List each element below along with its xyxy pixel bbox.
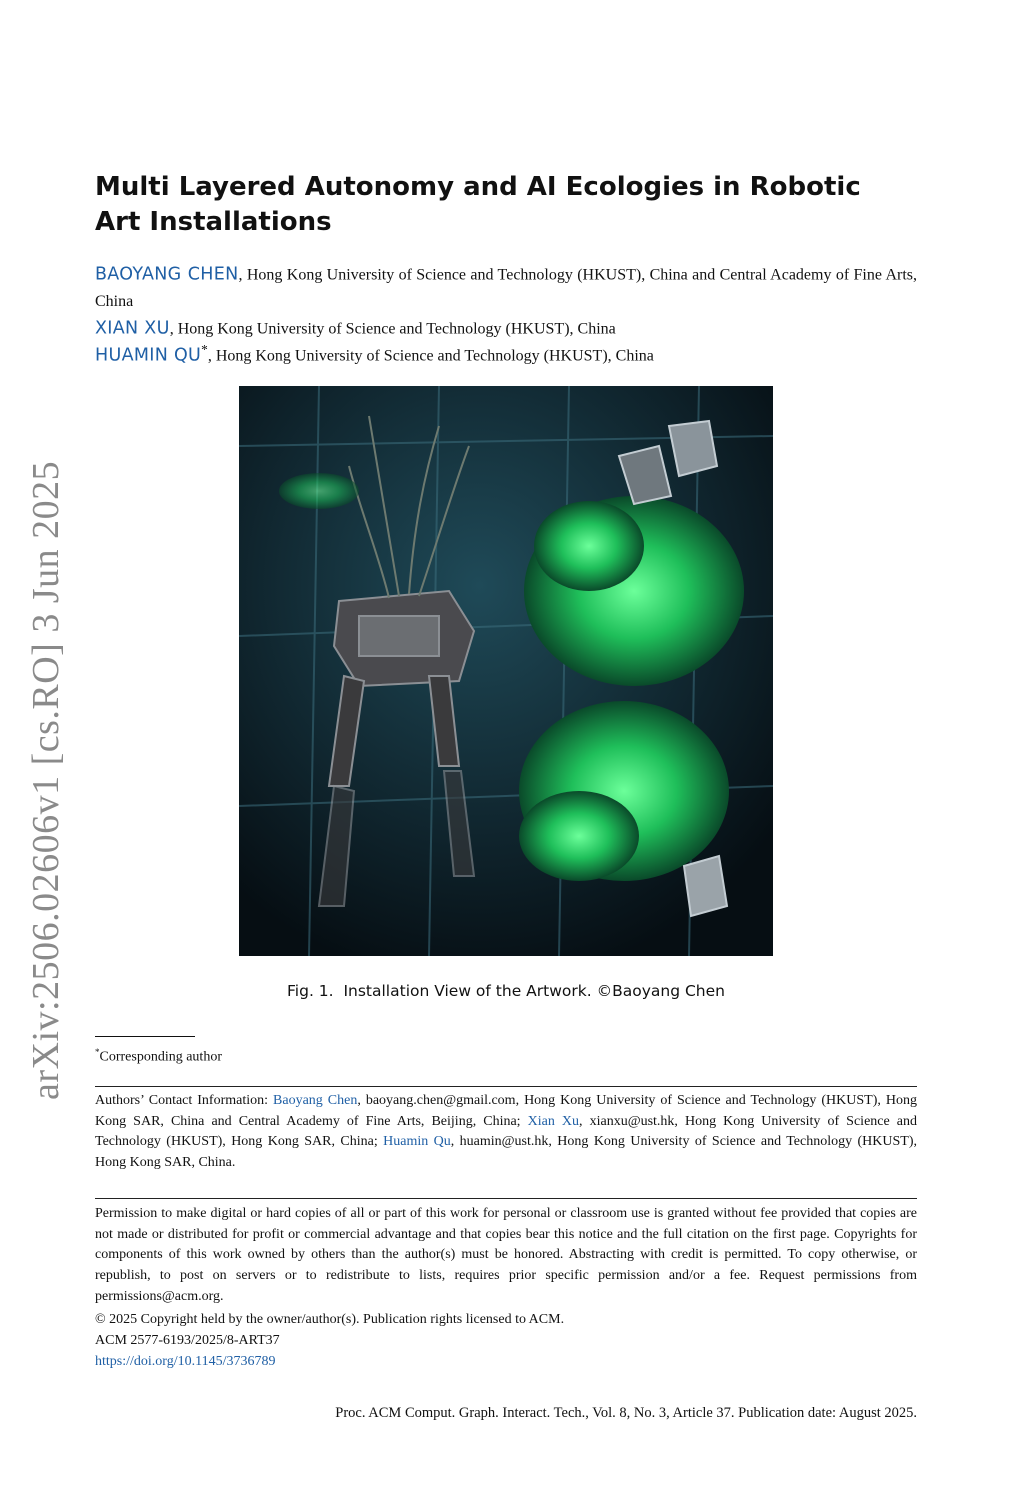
author-line [95,336,917,369]
permission-notice: Permission to make digital or hard copies of all or part of this work for personal or classroom use is granted without fee provided that copies are not made or distributed for profit or commercial advantage and that copies bear this notice and the full citation on the first page. Copyrights for components of this work owned by others than the author(s) must be honored. Abstracting with credit is permitted. To copy otherwise, or republish, to post on servers or to redistribute to lists, requires prior specific permission and/or a fee. Request permissions from permissions@acm.org. [95,1206,917,1304]
copyright-line: © 2025 Copyright held by the owner/author(s). Publication rights licensed to ACM. [95,1312,565,1327]
author-line [95,255,917,315]
contact-details-1: , baoyang.chen@gmail.com, Hong Kong University of Science and Technology (HKUST), Hong Kong SAR, China and Central Academy of Fine Arts, Beijing, China; [95,1093,917,1129]
author-affiliation: , Hong Kong University of Science and Technology (HKUST), China and Central Academy of Fine Arts, China [95,266,918,311]
author-name[interactable]: HUAMIN QU [95,345,202,366]
author-link-1[interactable]: Baoyang Chen [273,1093,358,1108]
contact-divider [95,1086,917,1087]
acm-identifier: ACM 2577-6193/2025/8-ART37 [95,1333,280,1348]
footnote-text: Corresponding author [99,1049,222,1065]
figure-label: Fig. 1. [287,982,334,1000]
doi-link[interactable]: https://doi.org/10.1145/3736789 [95,1354,276,1369]
author-affiliation: , Hong Kong University of Science and Technology (HKUST), China [207,347,654,365]
author-link-2[interactable]: Xian Xu [527,1113,580,1129]
author-name[interactable]: XIAN XU [95,318,170,339]
corresponding-author-marker: * [201,342,208,357]
contact-details-3: , huamin@ust.hk, Hong Kong University of Science and Technology (HKUST), Hong Kong SAR, China. [95,1134,918,1171]
contact-details-2: , xianxu@ust.hk, Hong Kong University of Science and Technology (HKUST), Hong Kong SAR, China; [95,1113,917,1150]
figure-caption-text: Installation View of the Artwork. ©Baoyang Chen [343,982,725,1000]
figure-caption [95,980,917,1002]
footnote-marker: * [95,1047,100,1057]
author-affiliation: , Hong Kong University of Science and Technology (HKUST), China [169,320,616,338]
author-link-3[interactable]: Huamin Qu [383,1134,451,1150]
journal-footer: Proc. ACM Comput. Graph. Interact. Tech., Vol. 8, No. 3, Article 37. Publication date: August 2025. [335,1405,917,1421]
paper-title: Multi Layered Autonomy and AI Ecologies in Robotic Art Installations [95,172,861,237]
footnote [95,1042,222,1068]
footnote-divider [95,1036,195,1037]
arxiv-identifier-stamp: arXiv:2506.02606v1 [cs.RO] 3 Jun 2025 [25,460,67,1100]
author-name[interactable]: BAOYANG CHEN [95,264,239,285]
authors-contact-information [95,1091,917,1174]
contact-label: Authors’ Contact Information: [95,1093,269,1108]
permission-divider [95,1198,917,1199]
installation-photo [239,386,773,956]
